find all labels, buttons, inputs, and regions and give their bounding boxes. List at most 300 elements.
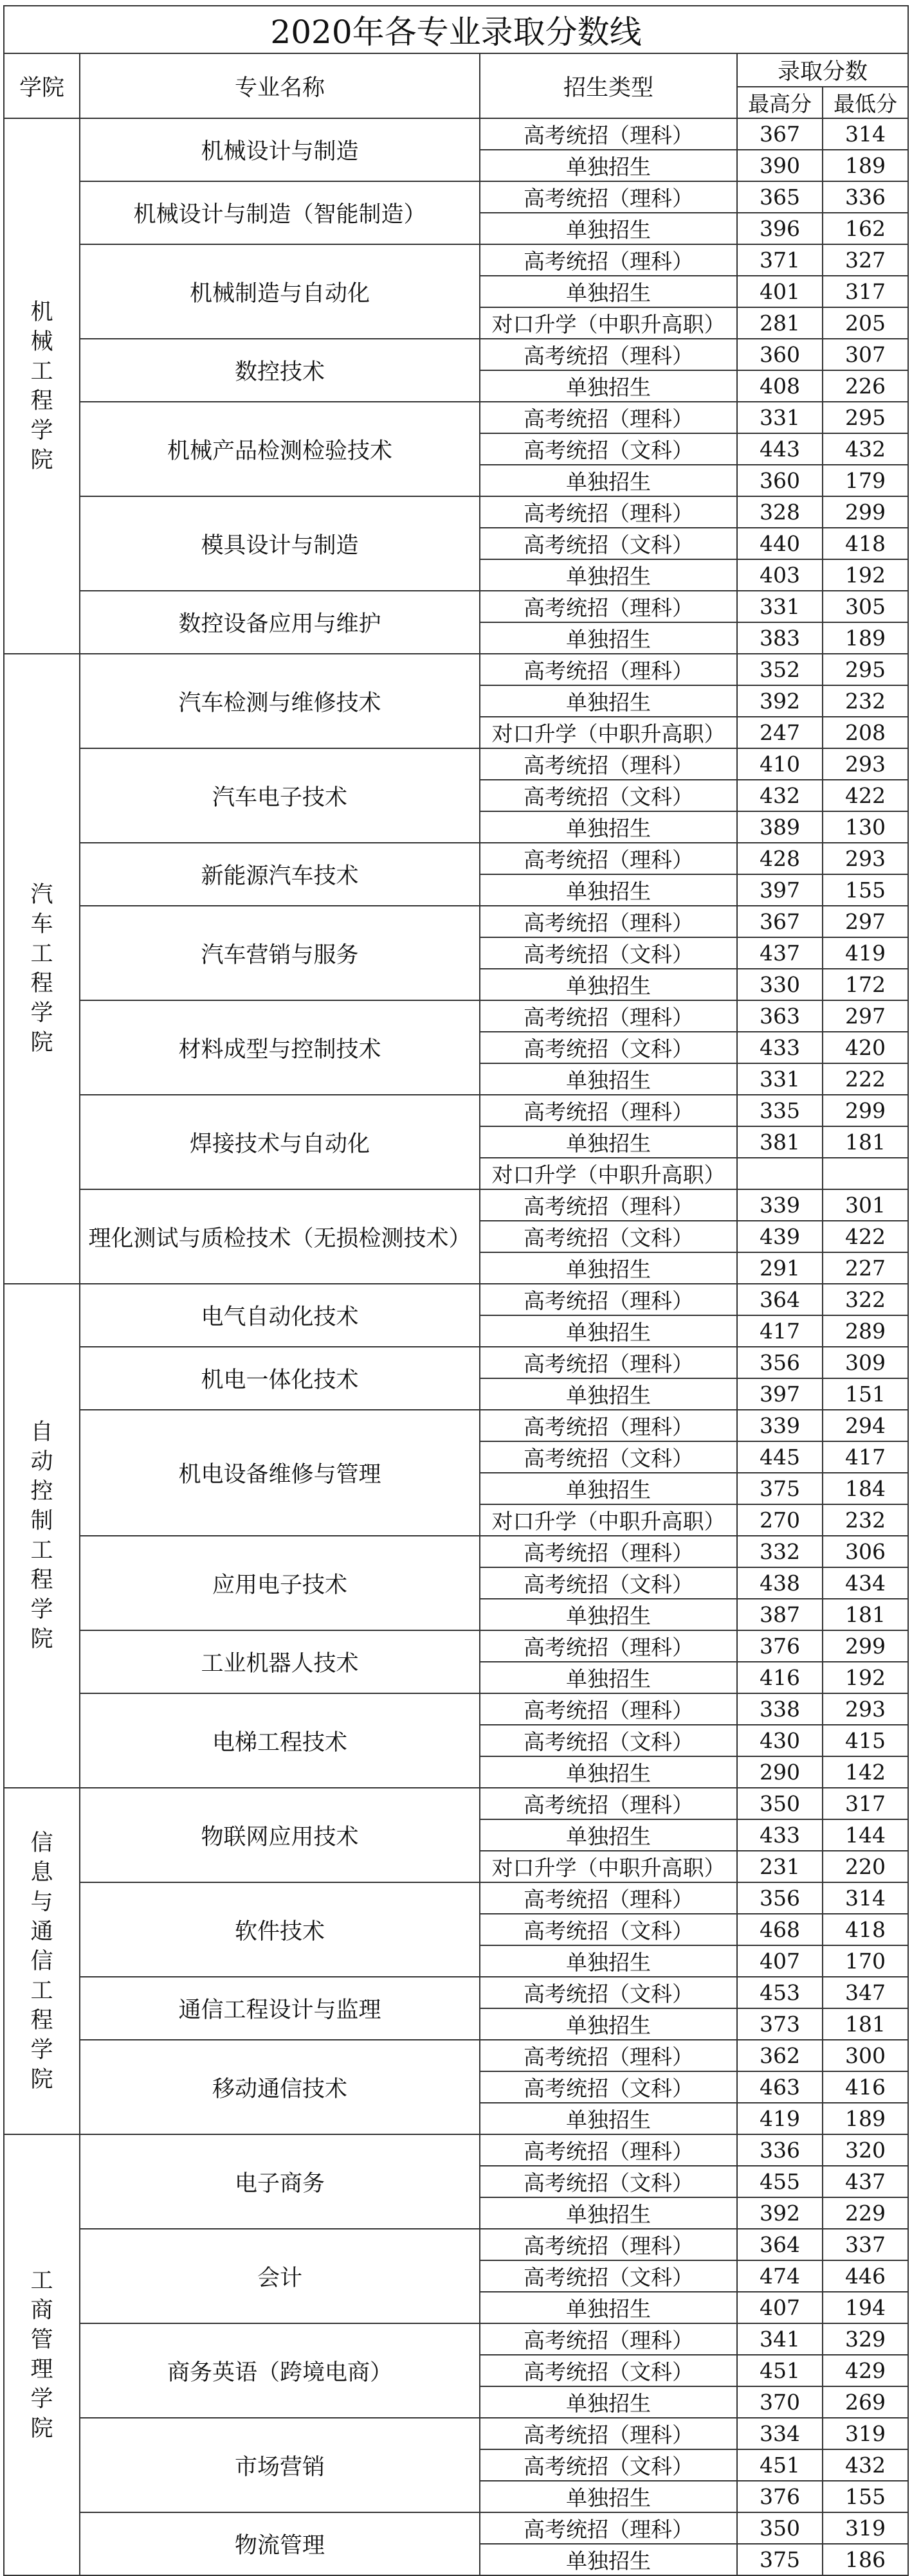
max-score: 419 xyxy=(737,2103,823,2134)
max-score: 290 xyxy=(737,1756,823,1788)
max-score: 339 xyxy=(737,1410,823,1441)
max-score: 440 xyxy=(737,528,823,559)
major-name: 汽车电子技术 xyxy=(80,748,480,843)
min-score: 418 xyxy=(823,1914,908,1945)
min-score: 155 xyxy=(823,874,908,906)
major-name: 电子商务 xyxy=(80,2134,480,2229)
max-score: 451 xyxy=(737,2449,823,2481)
max-score: 433 xyxy=(737,1032,823,1063)
admission-type: 高考统招（文科） xyxy=(480,1221,737,1252)
admission-type: 高考统招（理科） xyxy=(480,1095,737,1126)
max-score: 396 xyxy=(737,213,823,244)
max-score: 291 xyxy=(737,1252,823,1284)
min-score: 317 xyxy=(823,276,908,307)
table-row xyxy=(4,591,908,622)
min-score: 429 xyxy=(823,2355,908,2386)
major-name: 会计 xyxy=(80,2229,480,2323)
table-row xyxy=(4,1693,908,1725)
min-score: 130 xyxy=(823,811,908,843)
max-score: 376 xyxy=(737,2481,823,2512)
max-score: 397 xyxy=(737,1378,823,1410)
admission-type: 高考统招（文科） xyxy=(480,2166,737,2197)
min-score: 309 xyxy=(823,1347,908,1378)
major-name: 应用电子技术 xyxy=(80,1536,480,1630)
table-row xyxy=(4,2229,908,2260)
max-score: 281 xyxy=(737,307,823,339)
table-row xyxy=(4,906,908,937)
admission-type: 单独招生 xyxy=(480,2544,737,2575)
table-row xyxy=(4,2134,908,2166)
admission-type: 单独招生 xyxy=(480,1662,737,1693)
min-score: 432 xyxy=(823,433,908,465)
admission-type: 高考统招（文科） xyxy=(480,2260,737,2292)
admission-type: 单独招生 xyxy=(480,1819,737,1851)
admission-type: 单独招生 xyxy=(480,969,737,1000)
college-name: 机 械 工 程 学 院 xyxy=(4,118,80,654)
min-score: 314 xyxy=(823,118,908,150)
college-name: 工 商 管 理 学 院 xyxy=(4,2134,80,2575)
max-score: 389 xyxy=(737,811,823,843)
min-score: 437 xyxy=(823,2166,908,2197)
min-score: 205 xyxy=(823,307,908,339)
min-score: 417 xyxy=(823,1441,908,1473)
admission-type: 高考统招（理科） xyxy=(480,402,737,433)
major-name: 电气自动化技术 xyxy=(80,1284,480,1347)
max-score: 364 xyxy=(737,1284,823,1315)
admission-type: 高考统招（理科） xyxy=(480,2134,737,2166)
max-score: 453 xyxy=(737,1977,823,2008)
max-score: 356 xyxy=(737,1347,823,1378)
max-score: 474 xyxy=(737,2260,823,2292)
major-name: 数控设备应用与维护 xyxy=(80,591,480,654)
admission-type: 高考统招（理科） xyxy=(480,906,737,937)
admission-type: 单独招生 xyxy=(480,559,737,591)
admission-type: 单独招生 xyxy=(480,2103,737,2134)
table-row xyxy=(4,244,908,276)
min-score: 319 xyxy=(823,2418,908,2449)
min-score: 220 xyxy=(823,1851,908,1882)
admission-type: 单独招生 xyxy=(480,1252,737,1284)
table-row xyxy=(4,843,908,874)
max-score: 416 xyxy=(737,1662,823,1693)
major-name: 物流管理 xyxy=(80,2512,480,2575)
admission-type: 单独招生 xyxy=(480,2292,737,2323)
admission-type: 对口升学（中职升高职） xyxy=(480,717,737,748)
min-score: 222 xyxy=(823,1063,908,1095)
major-name: 工业机器人技术 xyxy=(80,1630,480,1693)
admission-type: 单独招生 xyxy=(480,276,737,307)
min-score: 189 xyxy=(823,150,908,181)
admission-type: 对口升学（中职升高职） xyxy=(480,1504,737,1536)
max-score: 352 xyxy=(737,654,823,685)
admission-type: 高考统招（文科） xyxy=(480,1725,737,1756)
max-score: 443 xyxy=(737,433,823,465)
admission-type: 高考统招（理科） xyxy=(480,748,737,780)
header-type: 招生类型 xyxy=(480,53,737,118)
max-score: 417 xyxy=(737,1315,823,1347)
max-score: 350 xyxy=(737,2512,823,2544)
max-score: 392 xyxy=(737,2197,823,2229)
min-score: 192 xyxy=(823,1662,908,1693)
table-row xyxy=(4,1882,908,1914)
min-score: 269 xyxy=(823,2386,908,2418)
min-score: 293 xyxy=(823,1693,908,1725)
min-score: 415 xyxy=(823,1725,908,1756)
max-score: 331 xyxy=(737,1063,823,1095)
min-score: 297 xyxy=(823,906,908,937)
major-name: 汽车检测与维修技术 xyxy=(80,654,480,748)
major-name: 新能源汽车技术 xyxy=(80,843,480,906)
max-score: 432 xyxy=(737,780,823,811)
min-score: 416 xyxy=(823,2071,908,2103)
table-row xyxy=(4,2323,908,2355)
max-score: 367 xyxy=(737,118,823,150)
min-score: 142 xyxy=(823,1756,908,1788)
min-score: 329 xyxy=(823,2323,908,2355)
college-name: 自 动 控 制 工 程 学 院 xyxy=(4,1284,80,1788)
admission-type: 单独招生 xyxy=(480,2008,737,2040)
min-score: 155 xyxy=(823,2481,908,2512)
admission-type: 高考统招（理科） xyxy=(480,2323,737,2355)
admission-type: 对口升学（中职升高职） xyxy=(480,1158,737,1189)
admission-type: 高考统招（理科） xyxy=(480,1693,737,1725)
major-name: 机械设计与制造 xyxy=(80,118,480,181)
max-score: 363 xyxy=(737,1000,823,1032)
major-name: 商务英语（跨境电商） xyxy=(80,2323,480,2418)
min-score: 336 xyxy=(823,181,908,213)
max-score: 338 xyxy=(737,1693,823,1725)
min-score: 314 xyxy=(823,1882,908,1914)
max-score: 410 xyxy=(737,748,823,780)
major-name: 机电一体化技术 xyxy=(80,1347,480,1410)
min-score: 170 xyxy=(823,1945,908,1977)
min-score xyxy=(823,1158,908,1189)
max-score: 330 xyxy=(737,969,823,1000)
min-score: 189 xyxy=(823,622,908,654)
admission-type: 对口升学（中职升高职） xyxy=(480,307,737,339)
min-score: 317 xyxy=(823,1788,908,1819)
major-name: 机械产品检测检验技术 xyxy=(80,402,480,496)
admission-type: 高考统招（理科） xyxy=(480,1000,737,1032)
header-max: 最高分 xyxy=(737,87,823,118)
table-body xyxy=(4,6,908,2575)
table-row xyxy=(4,2512,908,2544)
admission-type: 单独招生 xyxy=(480,1945,737,1977)
min-score: 305 xyxy=(823,591,908,622)
admission-type: 高考统招（文科） xyxy=(480,780,737,811)
admission-type: 高考统招（文科） xyxy=(480,1567,737,1599)
max-score: 376 xyxy=(737,1630,823,1662)
table-row xyxy=(4,654,908,685)
admission-type: 单独招生 xyxy=(480,2481,737,2512)
admission-type: 单独招生 xyxy=(480,465,737,496)
max-score: 331 xyxy=(737,402,823,433)
max-score: 375 xyxy=(737,2544,823,2575)
min-score: 184 xyxy=(823,1473,908,1504)
max-score: 365 xyxy=(737,181,823,213)
major-name: 电梯工程技术 xyxy=(80,1693,480,1788)
min-score: 306 xyxy=(823,1536,908,1567)
admission-type: 高考统招（理科） xyxy=(480,2229,737,2260)
min-score: 295 xyxy=(823,654,908,685)
table-row xyxy=(4,1788,908,1819)
min-score: 297 xyxy=(823,1000,908,1032)
admission-type: 高考统招（理科） xyxy=(480,843,737,874)
min-score: 301 xyxy=(823,1189,908,1221)
min-score: 432 xyxy=(823,2449,908,2481)
min-score: 226 xyxy=(823,370,908,402)
admission-type: 高考统招（文科） xyxy=(480,1032,737,1063)
admission-type: 高考统招（理科） xyxy=(480,1788,737,1819)
max-score: 335 xyxy=(737,1095,823,1126)
max-score: 373 xyxy=(737,2008,823,2040)
admission-type: 高考统招（理科） xyxy=(480,181,737,213)
table-row xyxy=(4,1095,908,1126)
admission-type: 单独招生 xyxy=(480,2386,737,2418)
min-score: 227 xyxy=(823,1252,908,1284)
admission-type: 高考统招（理科） xyxy=(480,1630,737,1662)
max-score: 362 xyxy=(737,2040,823,2071)
header-score-group: 录取分数 xyxy=(737,53,908,87)
min-score: 289 xyxy=(823,1315,908,1347)
admission-type: 高考统招（文科） xyxy=(480,937,737,969)
table-row xyxy=(4,1630,908,1662)
max-score: 270 xyxy=(737,1504,823,1536)
admission-type: 高考统招（理科） xyxy=(480,654,737,685)
admission-type: 单独招生 xyxy=(480,150,737,181)
min-score: 446 xyxy=(823,2260,908,2292)
major-name: 机电设备维修与管理 xyxy=(80,1410,480,1536)
max-score: 371 xyxy=(737,244,823,276)
min-score: 299 xyxy=(823,496,908,528)
admission-type: 高考统招（理科） xyxy=(480,2040,737,2071)
admission-type: 单独招生 xyxy=(480,622,737,654)
min-score: 194 xyxy=(823,2292,908,2323)
max-score: 397 xyxy=(737,874,823,906)
admission-type: 高考统招（文科） xyxy=(480,2071,737,2103)
admission-type: 单独招生 xyxy=(480,1756,737,1788)
min-score: 293 xyxy=(823,748,908,780)
header-min: 最低分 xyxy=(823,87,908,118)
max-score: 401 xyxy=(737,276,823,307)
admission-type: 高考统招（理科） xyxy=(480,1284,737,1315)
max-score: 407 xyxy=(737,1945,823,1977)
max-score: 468 xyxy=(737,1914,823,1945)
max-score: 339 xyxy=(737,1189,823,1221)
max-score: 334 xyxy=(737,2418,823,2449)
max-score: 370 xyxy=(737,2386,823,2418)
major-name: 通信工程设计与监理 xyxy=(80,1977,480,2040)
max-score xyxy=(737,1158,823,1189)
min-score: 181 xyxy=(823,1599,908,1630)
min-score: 172 xyxy=(823,969,908,1000)
admission-type: 高考统招（理科） xyxy=(480,2512,737,2544)
min-score: 319 xyxy=(823,2512,908,2544)
admission-type: 单独招生 xyxy=(480,370,737,402)
admission-type: 单独招生 xyxy=(480,811,737,843)
admission-type: 单独招生 xyxy=(480,1473,737,1504)
header-major: 专业名称 xyxy=(80,53,480,118)
major-name: 模具设计与制造 xyxy=(80,496,480,591)
max-score: 350 xyxy=(737,1788,823,1819)
min-score: 181 xyxy=(823,1126,908,1158)
min-score: 320 xyxy=(823,2134,908,2166)
min-score: 179 xyxy=(823,465,908,496)
min-score: 294 xyxy=(823,1410,908,1441)
table-row xyxy=(4,118,908,150)
min-score: 300 xyxy=(823,2040,908,2071)
admission-type: 高考统招（理科） xyxy=(480,1882,737,1914)
major-name: 机械设计与制造（智能制造） xyxy=(80,181,480,244)
max-score: 463 xyxy=(737,2071,823,2103)
max-score: 390 xyxy=(737,150,823,181)
max-score: 407 xyxy=(737,2292,823,2323)
admission-type: 高考统招（理科） xyxy=(480,496,737,528)
max-score: 387 xyxy=(737,1599,823,1630)
max-score: 445 xyxy=(737,1441,823,1473)
admission-type: 单独招生 xyxy=(480,874,737,906)
admission-type: 高考统招（理科） xyxy=(480,1410,737,1441)
max-score: 383 xyxy=(737,622,823,654)
table-row xyxy=(4,1284,908,1315)
max-score: 331 xyxy=(737,591,823,622)
table-row xyxy=(4,2418,908,2449)
table-row xyxy=(4,1189,908,1221)
min-score: 434 xyxy=(823,1567,908,1599)
table-row xyxy=(4,181,908,213)
min-score: 419 xyxy=(823,937,908,969)
max-score: 328 xyxy=(737,496,823,528)
admission-type: 高考统招（理科） xyxy=(480,2418,737,2449)
table-row xyxy=(4,339,908,370)
max-score: 375 xyxy=(737,1473,823,1504)
table-title: 2020年各专业录取分数线 xyxy=(4,6,908,53)
admission-type: 单独招生 xyxy=(480,1378,737,1410)
min-score: 208 xyxy=(823,717,908,748)
admission-score-table xyxy=(3,5,909,2576)
min-score: 299 xyxy=(823,1095,908,1126)
min-score: 151 xyxy=(823,1378,908,1410)
admission-type: 高考统招（文科） xyxy=(480,528,737,559)
max-score: 356 xyxy=(737,1882,823,1914)
min-score: 181 xyxy=(823,2008,908,2040)
table-row xyxy=(4,1000,908,1032)
table-row xyxy=(4,748,908,780)
max-score: 403 xyxy=(737,559,823,591)
min-score: 422 xyxy=(823,780,908,811)
table-row xyxy=(4,1536,908,1567)
max-score: 336 xyxy=(737,2134,823,2166)
min-score: 347 xyxy=(823,1977,908,2008)
max-score: 247 xyxy=(737,717,823,748)
admission-type: 高考统招（理科） xyxy=(480,591,737,622)
table-row xyxy=(4,1410,908,1441)
min-score: 322 xyxy=(823,1284,908,1315)
min-score: 232 xyxy=(823,1504,908,1536)
admission-type: 高考统招（理科） xyxy=(480,1347,737,1378)
min-score: 144 xyxy=(823,1819,908,1851)
max-score: 428 xyxy=(737,843,823,874)
major-name: 机械制造与自动化 xyxy=(80,244,480,339)
min-score: 307 xyxy=(823,339,908,370)
major-name: 理化测试与质检技术（无损检测技术） xyxy=(80,1189,480,1284)
college-name: 汽 车 工 程 学 院 xyxy=(4,654,80,1284)
admission-type: 高考统招（理科） xyxy=(480,1536,737,1567)
table-row xyxy=(4,402,908,433)
admission-type: 高考统招（文科） xyxy=(480,2449,737,2481)
admission-type: 单独招生 xyxy=(480,1126,737,1158)
min-score: 232 xyxy=(823,685,908,717)
admission-type: 高考统招（理科） xyxy=(480,339,737,370)
max-score: 381 xyxy=(737,1126,823,1158)
major-name: 汽车营销与服务 xyxy=(80,906,480,1000)
min-score: 420 xyxy=(823,1032,908,1063)
table-row xyxy=(4,2040,908,2071)
min-score: 422 xyxy=(823,1221,908,1252)
min-score: 327 xyxy=(823,244,908,276)
max-score: 360 xyxy=(737,339,823,370)
min-score: 189 xyxy=(823,2103,908,2134)
max-score: 231 xyxy=(737,1851,823,1882)
admission-type: 单独招生 xyxy=(480,1599,737,1630)
admission-type: 单独招生 xyxy=(480,2197,737,2229)
max-score: 451 xyxy=(737,2355,823,2386)
admission-type: 单独招生 xyxy=(480,213,737,244)
admission-type: 单独招生 xyxy=(480,685,737,717)
admission-type: 高考统招（文科） xyxy=(480,2355,737,2386)
max-score: 438 xyxy=(737,1567,823,1599)
major-name: 材料成型与控制技术 xyxy=(80,1000,480,1095)
major-name: 焊接技术与自动化 xyxy=(80,1095,480,1189)
max-score: 430 xyxy=(737,1725,823,1756)
admission-type: 高考统招（文科） xyxy=(480,1914,737,1945)
major-name: 软件技术 xyxy=(80,1882,480,1977)
min-score: 299 xyxy=(823,1630,908,1662)
max-score: 437 xyxy=(737,937,823,969)
min-score: 162 xyxy=(823,213,908,244)
college-name: 信 息 与 通 信 工 程 学 院 xyxy=(4,1788,80,2134)
major-name: 市场营销 xyxy=(80,2418,480,2512)
max-score: 455 xyxy=(737,2166,823,2197)
max-score: 408 xyxy=(737,370,823,402)
table-row xyxy=(4,1977,908,2008)
admission-type: 高考统招（文科） xyxy=(480,433,737,465)
major-name: 物联网应用技术 xyxy=(80,1788,480,1882)
min-score: 337 xyxy=(823,2229,908,2260)
max-score: 364 xyxy=(737,2229,823,2260)
max-score: 332 xyxy=(737,1536,823,1567)
header-college: 学院 xyxy=(4,53,80,118)
admission-type: 高考统招（理科） xyxy=(480,1189,737,1221)
max-score: 439 xyxy=(737,1221,823,1252)
min-score: 418 xyxy=(823,528,908,559)
min-score: 192 xyxy=(823,559,908,591)
min-score: 293 xyxy=(823,843,908,874)
admission-type: 高考统招（理科） xyxy=(480,244,737,276)
max-score: 367 xyxy=(737,906,823,937)
max-score: 360 xyxy=(737,465,823,496)
admission-type: 高考统招（文科） xyxy=(480,1977,737,2008)
major-name: 移动通信技术 xyxy=(80,2040,480,2134)
min-score: 295 xyxy=(823,402,908,433)
table-row xyxy=(4,1347,908,1378)
table-row xyxy=(4,496,908,528)
min-score: 229 xyxy=(823,2197,908,2229)
admission-type: 单独招生 xyxy=(480,1063,737,1095)
admission-type: 高考统招（文科） xyxy=(480,1441,737,1473)
admission-type: 对口升学（中职升高职） xyxy=(480,1851,737,1882)
admission-type: 单独招生 xyxy=(480,1315,737,1347)
